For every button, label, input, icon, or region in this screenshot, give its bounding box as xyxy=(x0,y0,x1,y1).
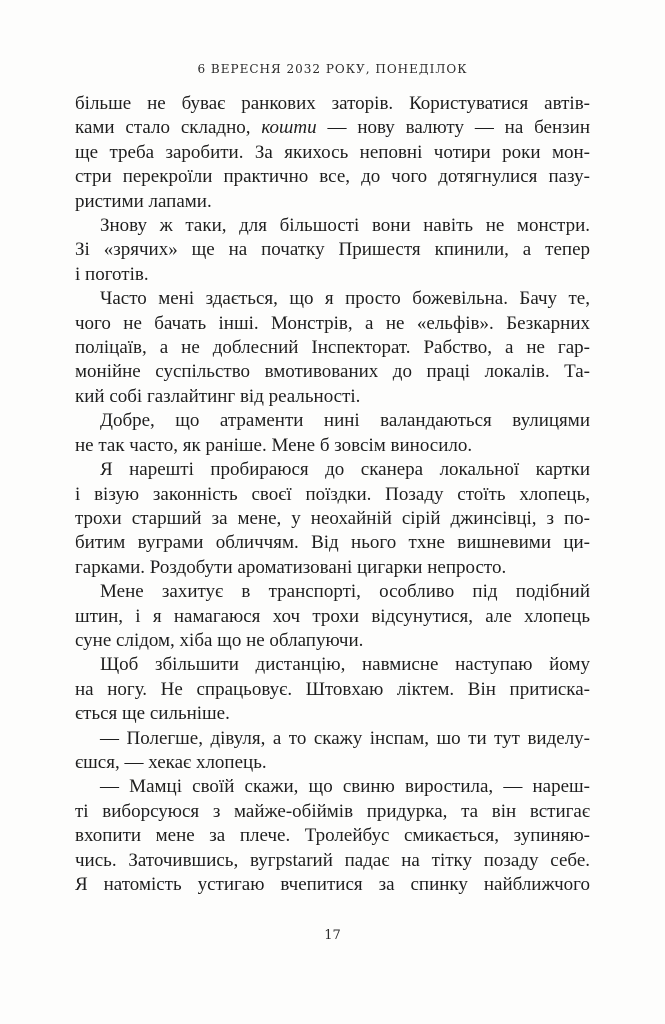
text-line: кий собі газлайтинг від реальності. xyxy=(75,385,361,407)
text-line: битим вуграми обличчям. Від нього тхне вишневими ци- xyxy=(75,532,590,554)
text-line: суне слідом, хіба що не облапуючи. xyxy=(75,629,364,651)
text-line: ристими лапами. xyxy=(75,190,212,212)
paragraph xyxy=(75,580,590,653)
text-line: ється ще сильніше. xyxy=(75,703,230,725)
paragraph xyxy=(75,775,590,897)
text-line: вхопити мене за плече. Тролейбус смикається, зупиняю- xyxy=(75,825,590,847)
text-line: Щоб збільшити дистанцію, навмисне наступаю йому xyxy=(100,654,590,676)
text-line: гарками. Роздобути ароматизовані цигарки непросто. xyxy=(75,556,507,578)
text-line: поліцаїв, а не доблесний Інспекторат. Рабство, а не гар- xyxy=(75,337,590,359)
text-line: — Полегше, дівуля, а то скажу інспам, шо ти тут виделу- xyxy=(100,727,590,749)
text-line: стри перекроїли практично все, до чого дотягнулися пазу- xyxy=(75,166,590,188)
body-text xyxy=(75,92,590,897)
paragraph xyxy=(75,458,590,580)
paragraph xyxy=(75,653,590,726)
text-line: Я натомість устигаю вчепитися за спинку найближчого xyxy=(75,874,590,895)
paragraph xyxy=(75,409,590,458)
text-line: чись. Заточившись, вугрstarий падає на тітку позаду себе. xyxy=(75,849,590,871)
text-line: — Мамці своїй скажи, що свиню виростила, — нареш- xyxy=(100,776,590,798)
text-line: Я нарешті пробираюся до сканера локальної картки xyxy=(100,459,590,481)
text-line: Знову ж таки, для більшості вони навіть не монстри. xyxy=(100,215,590,237)
text-line: і поготів. xyxy=(75,263,149,285)
text-line: трохи старший за мене, у неохайній сірій джинсівці, з по- xyxy=(75,507,590,529)
text-line: і візую законність своєї поїздки. Позаду стоїть хлопець, xyxy=(75,483,590,505)
page-number: 17 xyxy=(324,928,341,943)
paragraph xyxy=(75,92,590,214)
text-line: чого не бачать інші. Монстрів, а не «ельфів». Безкарних xyxy=(75,312,590,334)
paragraph xyxy=(75,214,590,287)
paragraph xyxy=(75,287,590,409)
text-line: монійне суспільство вмотивованих до праці локалів. Та- xyxy=(75,361,590,383)
text-line: Часто мені здається, що я просто божевільна. Бачу те, xyxy=(100,288,590,310)
text-line: більше не буває ранкових заторів. Користуватися автів- xyxy=(75,93,590,114)
text-line: ками стало складно, кошти — нову валюту — на бензин xyxy=(75,117,590,139)
text-line: на ногу. Не спрацьовує. Штовхаю ліктем. Він притиска- xyxy=(75,678,590,700)
text-line: Мене захитує в транспорті, особливо під подібний xyxy=(100,581,590,603)
running-header: 6 ВЕРЕСНЯ 2032 РОКУ, ПОНЕДІЛОК xyxy=(197,62,468,76)
text-line: ще треба заробити. За якихось неповні чотири роки мон- xyxy=(75,141,590,163)
paragraph xyxy=(75,727,590,776)
text-line: єшся, — хекає хлопець. xyxy=(75,751,267,773)
text-line: штин, і я намагаюся хоч трохи відсунутися, але хлопець xyxy=(75,605,590,627)
text-line: Добре, що атраменти нині валандаються вулицями xyxy=(100,410,590,432)
text-line: Зі «зрячих» ще на початку Пришестя кпинили, а тепер xyxy=(75,239,590,261)
text-line: ті виборсуюся з майже-обіймів придурка, та він встигає xyxy=(75,800,590,822)
text-line: не так часто, як раніше. Мене б зовсім виносило. xyxy=(75,434,473,456)
